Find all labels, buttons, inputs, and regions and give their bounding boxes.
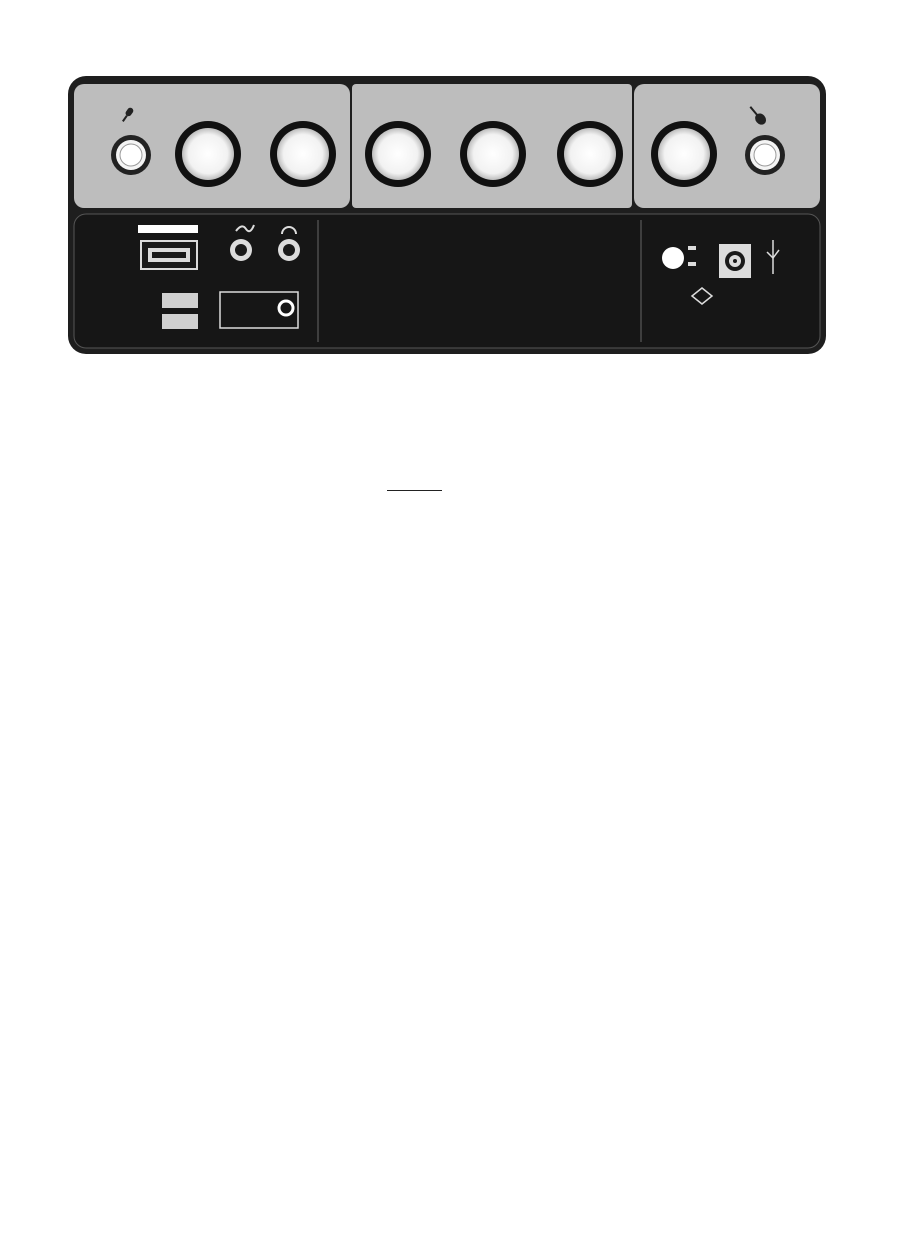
usb-port[interactable] <box>141 241 197 269</box>
note-underline <box>387 490 442 491</box>
bass-knob[interactable] <box>365 121 431 187</box>
rec-badge <box>162 314 198 329</box>
control-panel-diagram <box>0 0 900 420</box>
headphone-jack[interactable] <box>278 239 300 261</box>
mic-input-jack[interactable] <box>111 135 151 175</box>
treble-knob[interactable] <box>460 121 526 187</box>
echo-knob[interactable] <box>270 121 336 187</box>
line-in-jack[interactable] <box>230 239 252 261</box>
dc-in-port[interactable] <box>719 244 751 278</box>
tf-card-slot[interactable] <box>138 225 198 233</box>
power-button[interactable] <box>662 247 684 269</box>
music-volume-knob[interactable] <box>557 121 623 187</box>
mic-vol-knob[interactable] <box>175 121 241 187</box>
guitar-input-jack[interactable] <box>745 135 785 175</box>
dsp-badge <box>162 293 198 308</box>
guitar-knob[interactable] <box>651 121 717 187</box>
